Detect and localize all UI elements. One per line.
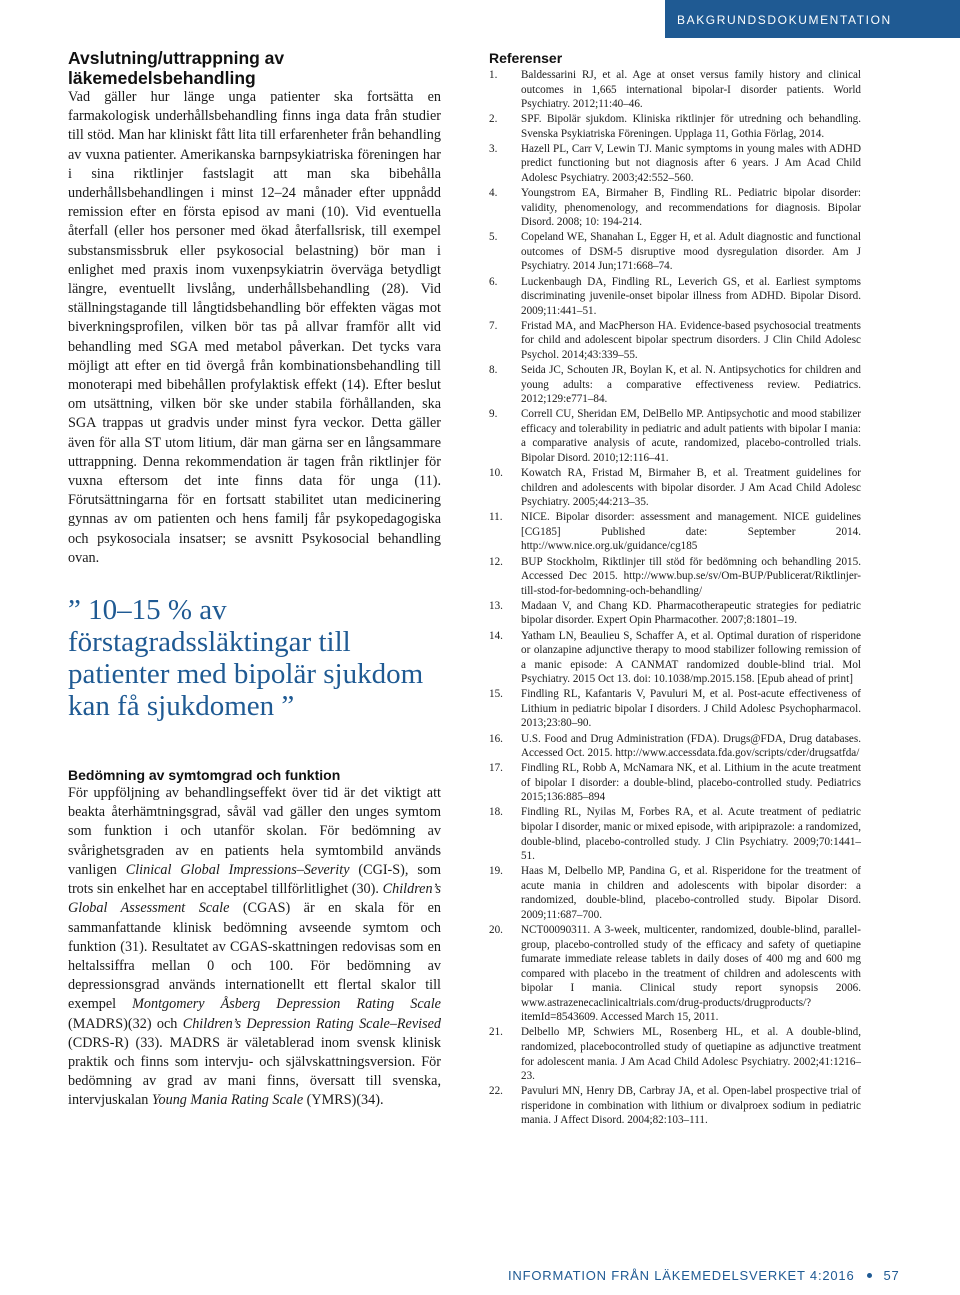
reference-item bbox=[489, 230, 861, 274]
reference-item bbox=[489, 275, 861, 319]
reference-text: Copeland WE, Shanahan L, Egger H, et al. Adult diagnostic and functional outcomes of DSM-5 disruptive mood dysregulation disorder. Am J Psychiatry. 2014 Jun;171:668–74. bbox=[521, 231, 861, 273]
reference-text: Hazell PL, Carr V, Lewin TJ. Manic symptoms in young males with ADHD predict functioning but not diagnosis after 6 years. J Am Acad Child Adolesc Psychiatry. 2003;42:552–560. bbox=[521, 142, 861, 185]
page-footer bbox=[508, 1268, 900, 1283]
reference-number: 9. bbox=[489, 408, 498, 421]
reference-number: 17. bbox=[489, 762, 503, 775]
reference-number: 10. bbox=[489, 467, 503, 480]
reference-number: 13. bbox=[489, 599, 503, 612]
reference-number: 11. bbox=[489, 511, 503, 524]
paragraph-tapering-text: Vad gäller hur länge unga patienter ska fortsätta en farmakologisk underhållsbehandling finns inga data från studier till stöd. Man har kliniskt fått lita till erfarenheter från behandling av vuxna patienter. Amerikanska barnpsykiatriska föreningen har i sina riktlinjer fastslagit att man ska bibehålla underhållsbehandlingen i minst 12–24 månader efter uppnådd remission efter en första episod av mani (10). Vid eventuella återfall (eller hos personer med ökad återfallsrisk, till exempel substansmissbruk eller psykosocial belastning) bör man i enlighet med praxis inom vuxenpsykiatrin överväga betydligt längre, eventuellt livslång, underhållsbehandling (28). Vid ställningstagande till långtidsbehandling bör effekten vägas mot biverkningsprofilen, vilken bör tas på allvar framför allt vid behandling med SGA med metabol påverkan. Det tycks vara möjligt att efter en tid övergå från kombinationsbehandling till monoterapi med bibehållen profylaktisk effekt (14). Efter beslut om utsättning, vilken bör ske under stabila förhållanden, ska SGA trappas ut gradvis under minst fyra veckor. Detta gäller även för alla ST utom litium, där man gärna ser en långsammare uttrappning. Denna rekommendation är tagen från riktlinjer för vuxna eftersom det inte finns data för unga (11). Förutsättningarna för en fortsatt stabilitet utan medicinering gynnas av om patienten och hens familj får psykopedagogiska och psykosociala insatser; se avsnitt Psykosocial behandling ovan. bbox=[68, 89, 441, 566]
reference-number: 1. bbox=[489, 69, 498, 81]
text-run: (YMRS)(34). bbox=[303, 1092, 384, 1109]
reference-text: Yatham LN, Beaulieu S, Schaffer A, et al. Optimal duration of risperidone or olanzapine adjunctive therapy to mood stabilizer following remission of a manic episode: A CANMAT randomized double-blind trial. Mol Psychiatry. 2015 Oct 13. doi: 10.1038/mp.2015.158. [Epub ahead of print] bbox=[521, 629, 861, 686]
scale-name-cgas: Children’s Global Assessment Scale bbox=[68, 881, 441, 917]
reference-text: Baldessarini RJ, et al. Age at onset versus family history and clinical outcomes in 1,665 international bipolar-I disorder patients. World Psychiatry. 2012;11:40–46. bbox=[521, 69, 861, 111]
reference-item bbox=[489, 466, 861, 510]
reference-text: Findling RL, Kafantaris V, Pavuluri M, et al. Post-acute effectiveness of Lithium in pediatric bipolar I disorders. J Child Adolesc Psychopharmacol. 2013;23:80–90. bbox=[521, 688, 861, 730]
references-column bbox=[489, 50, 861, 1128]
reference-number: 21. bbox=[489, 1026, 503, 1039]
section-banner bbox=[665, 0, 960, 38]
reference-item bbox=[489, 805, 861, 863]
reference-number: 22. bbox=[489, 1085, 503, 1098]
reference-item bbox=[489, 555, 861, 599]
reference-number: 5. bbox=[489, 231, 498, 244]
reference-text: Seida JC, Schouten JR, Boylan K, et al. N. Antipsychotics for children and young adults: a comparative effectiveness review. Pediatrics. 2012;129:e771–84. bbox=[521, 364, 861, 406]
section-heading-assessment: Bedömning av symtomgrad och funktion bbox=[68, 767, 341, 784]
reference-number: 12. bbox=[489, 555, 503, 568]
references-list bbox=[489, 68, 861, 1128]
reference-text: Madaan V, and Chang KD. Pharmacotherapeutic strategies for pediatric bipolar disorder. Expert Opin Pharmacother. 2007;8:1801–19. bbox=[521, 599, 861, 627]
pull-quote bbox=[68, 594, 441, 722]
reference-text: Findling RL, Robb A, McNamara NK, et al. Lithium in the acute treatment of bipolar I disorder: a double-blind, placebo-controlled study. Pediatrics 2015;136:885–894 bbox=[521, 762, 861, 804]
reference-item bbox=[489, 864, 861, 922]
reference-text: Youngstrom EA, Birmaher B, Findling RL. Pediatric bipolar disorder: validity, phenomenology, and recommendations for diagnosis. Bipolar Disord. 2008; 10: 194-214. bbox=[521, 187, 861, 229]
reference-text: NCT00090311. A 3-week, multicenter, randomized, double-blind, parallel-group, placebo-controlled study of the efficacy and safety of quetiapine fumarate immediate release tablets in daily doses of 400 mg and 600 mg compared with placebo in the treatment of children and adolescents with bipolar I mania. Clinical study report synopsis 2006. www.astrazenecaclinicaltrials.com/drug-products/drugproducts/?itemId=8543609. Accessed March 15, 2011. bbox=[521, 924, 861, 1024]
reference-item bbox=[489, 186, 861, 230]
reference-item bbox=[489, 687, 861, 731]
reference-item bbox=[489, 1084, 861, 1128]
reference-text: Fristad MA, and MacPherson HA. Evidence-based psychosocial treatments for child and adolescent bipolar spectrum disorders. J Clin Child Adolesc Psychol. 2014;43:339–55. bbox=[521, 319, 861, 361]
reference-item bbox=[489, 761, 861, 805]
scale-name-cgi: Clinical Global Impressions–Severity bbox=[125, 861, 350, 878]
section-heading-tapering: Avslutning/uttrappning av läkemedelsbehandling bbox=[68, 48, 285, 88]
reference-number: 8. bbox=[489, 364, 498, 377]
reference-text: SPF. Bipolär sjukdom. Kliniska riktlinjer för utredning och behandling. Svenska Psykiatriska Föreningen. Upplaga 11, Gothia Förlag, 2014. bbox=[521, 113, 861, 140]
reference-item bbox=[489, 599, 861, 628]
publication-name: INFORMATION FRÅN LÄKEMEDELSVERKET 4:2016 bbox=[508, 1268, 855, 1283]
scale-name-cdrs: Children’s Depression Rating Scale–Revised bbox=[182, 1015, 442, 1032]
reference-item bbox=[489, 732, 861, 761]
section-label: BAKGRUNDSDOKUMENTATION bbox=[677, 13, 892, 27]
page-number: 57 bbox=[883, 1268, 900, 1283]
reference-number: 2. bbox=[489, 113, 498, 126]
reference-text: U.S. Food and Drug Administration (FDA). Drugs@FDA, Drug databases. Accessed Oct. 2015. http://www.accessdata.fda.gov/scripts/cder/drugsatfda/ bbox=[521, 732, 861, 760]
reference-item bbox=[489, 112, 861, 141]
text-run: (CGI-S), som trots sin enkelhet har en acceptabel tillförlitlighet (30). bbox=[68, 861, 441, 898]
reference-item bbox=[489, 510, 861, 554]
reference-text: Kowatch RA, Fristad M, Birmaher B, et al. Treatment guidelines for children and adolescents with bipolar disorder. J Am Acad Child Adolesc Psychiatry. 2005;44:213–35. bbox=[521, 467, 861, 509]
reference-number: 3. bbox=[489, 142, 498, 155]
reference-text: NICE. Bipolar disorder: assessment and management. NICE guidelines [CG185] Published date: September 2014. http://www.nice.org.uk/guidance/cg185 bbox=[521, 511, 861, 553]
reference-number: 7. bbox=[489, 319, 498, 332]
main-column bbox=[68, 48, 441, 1111]
reference-item bbox=[489, 629, 861, 687]
reference-item bbox=[489, 923, 861, 1025]
reference-item bbox=[489, 407, 861, 465]
close-quote-mark: ” bbox=[281, 690, 295, 723]
open-quote-mark: ” bbox=[68, 594, 81, 627]
reference-text: BUP Stockholm, Riktlinjer till stöd för bedömning och behandling 2015. Accessed Dec 2015. http://www.bup.se/sv/Om-BUP/Publicerat/Riktlinjer-till-stod-for-bedomning-och-behandling/ bbox=[521, 555, 861, 597]
reference-number: 20. bbox=[489, 924, 503, 936]
reference-item bbox=[489, 142, 861, 186]
scale-name-madrs: Montgomery Åsberg Depression Rating Scale bbox=[132, 996, 441, 1013]
reference-item bbox=[489, 319, 861, 363]
reference-text: Haas M, Delbello MP, Pandina G, et al. Risperidone for the treatment of acute mania in children and adolescents with bipolar disorder: a randomized, double-blind, placebo-controlled study. Bipolar Disord. 2009;11:687–700. bbox=[521, 865, 861, 921]
paragraph-tapering bbox=[68, 88, 441, 568]
reference-number: 6. bbox=[489, 275, 498, 288]
reference-number: 4. bbox=[489, 187, 498, 200]
text-run: (MADRS)(32) och bbox=[68, 1015, 183, 1032]
reference-number: 14. bbox=[489, 629, 503, 642]
reference-number: 18. bbox=[489, 806, 503, 819]
text-run: (CGAS) är en skala för en sammanfattande klinisk bedömning avseende symtom och funktion (31). Resultatet av CGAS-skattningen redovisas som en heltalssiffra mellan 0 och 100. För bedömning av depressionsgrad används internationellt ett flertal skalor till exempel bbox=[68, 900, 441, 1013]
reference-item bbox=[489, 68, 861, 112]
reference-item bbox=[489, 363, 861, 407]
reference-number: 19. bbox=[489, 865, 503, 878]
reference-item bbox=[489, 1025, 861, 1083]
reference-text: Pavuluri MN, Henry DB, Carbray JA, et al. Open-label prospective trial of risperidone in combination with lithium or divalproex sodium in pediatric mania. J Affect Disord. 2004;82:103–111. bbox=[521, 1085, 861, 1127]
reference-text: Findling RL, Nyilas M, Forbes RA, et al. Acute treatment of pediatric bipolar I disorder, manic or mixed episode, with aripiprazole: a randomized, double-blind, placebo-controlled study. J Clin Psychiatry. 2009;70:1441–51. bbox=[521, 806, 861, 863]
pull-quote-text: 10–15 % av förstagradssläktingar till patienter med bipolär sjukdom kan få sjukdomen bbox=[68, 594, 424, 723]
separator-dot-icon bbox=[867, 1273, 872, 1278]
reference-text: Luckenbaugh DA, Findling RL, Leverich GS, et al. Earliest symptoms discriminating juvenile-onset bipolar illness from ADHD. Bipolar Disord. 2009;11:441–51. bbox=[521, 275, 861, 317]
reference-text: Correll CU, Sheridan EM, DelBello MP. Antipsychotic and mood stabilizer efficacy and tolerability in pediatric and adult patients with bipolar I mania: a comparative analysis of acute, randomized, placebo-controlled trials. Bipolar Disord. 2010;12:116–41. bbox=[521, 408, 861, 464]
paragraph-assessment bbox=[68, 784, 441, 1110]
references-heading: Referenser bbox=[489, 50, 563, 66]
text-run: För uppföljning av behandlingseffekt över tid är det viktigt att beakta återhämtningsgrad, såväl vad gäller den unges symtom som funktion i och utanför skolan. För bedömning av svårighetsgraden av en patients hela symtombild används vanligen bbox=[68, 785, 441, 878]
reference-text: Delbello MP, Schwiers ML, Rosenberg HL, et al. A double-blind, randomized, placebocontrolled study of quetiapine as adjunctive treatment for adolescent mania. J Am Acad Child Adolesc Psychiatry. 2002;41:1216–23. bbox=[521, 1026, 861, 1083]
text-run: (CDRS-R) (33). MADRS är väletablerad inom svensk klinisk praktik och finns som intervju- och självskattningsversion. För bedömning av grad av mani finns, översatt till svenska, intervjuskalan bbox=[68, 1034, 441, 1109]
reference-number: 15. bbox=[489, 688, 503, 701]
scale-name-ymrs: Young Mania Rating Scale bbox=[151, 1092, 304, 1109]
reference-number: 16. bbox=[489, 732, 503, 745]
paragraph-assessment-text bbox=[68, 784, 441, 1110]
